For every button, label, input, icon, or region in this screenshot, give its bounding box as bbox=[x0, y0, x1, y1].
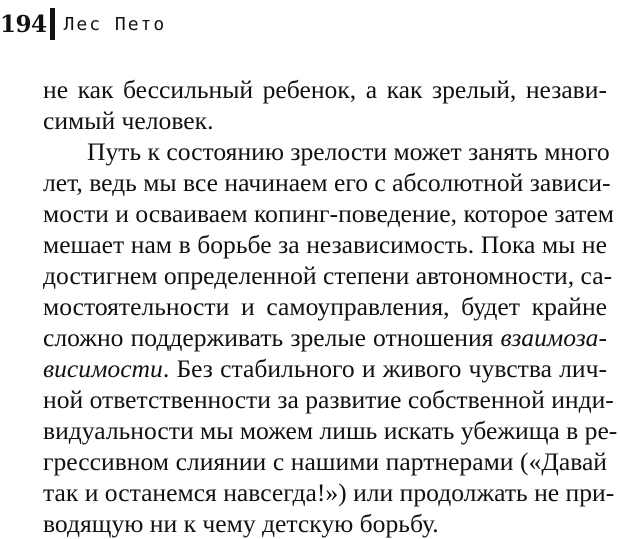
text-line: мости и осваиваем копинг-поведение, которое затем bbox=[43, 199, 614, 228]
text-line: видуальности мы можем лишь искать убежища в ре- bbox=[43, 416, 618, 445]
running-head bbox=[0, 6, 166, 42]
italic-term: взаимоза- bbox=[500, 323, 607, 352]
text-line: мешает нам в борьбе за независимость. Пока мы не bbox=[43, 230, 607, 259]
running-head-title: Лес Пето bbox=[63, 13, 167, 35]
text-line: так и останемся навсегда!») или продолжать не при- bbox=[43, 478, 615, 507]
text-line: не как бессильный ребенок, а как зрелый, незави- bbox=[43, 75, 607, 104]
text-line bbox=[43, 353, 607, 384]
page-number: 194 bbox=[0, 10, 47, 38]
text-fragment: . Без стабильного и живого чувства лич- bbox=[162, 354, 607, 383]
italic-term: висимости bbox=[43, 354, 163, 383]
text-line: лет, ведь мы все начинаем его с абсолютной зависи- bbox=[43, 168, 611, 197]
text-fragment: сложно поддерживать зрелые отношения bbox=[43, 323, 501, 352]
header-rule bbox=[50, 8, 55, 40]
text-line: грессивном слиянии с нашими партнерами («Давай bbox=[43, 447, 607, 476]
text-line: водящую ни к чему детскую борьбу. bbox=[43, 509, 439, 538]
body-text bbox=[43, 74, 618, 539]
text-line: симый человек. bbox=[43, 106, 214, 135]
text-line: достигнем определенной степени автономности, са- bbox=[43, 261, 613, 290]
text-line: Путь к состоянию зрелости может занять много bbox=[87, 137, 610, 166]
text-line bbox=[43, 322, 607, 353]
text-line: ной ответственности за развитие собственной инди- bbox=[43, 385, 614, 414]
text-line: мостоятельности и самоуправления, будет крайне bbox=[43, 292, 607, 321]
